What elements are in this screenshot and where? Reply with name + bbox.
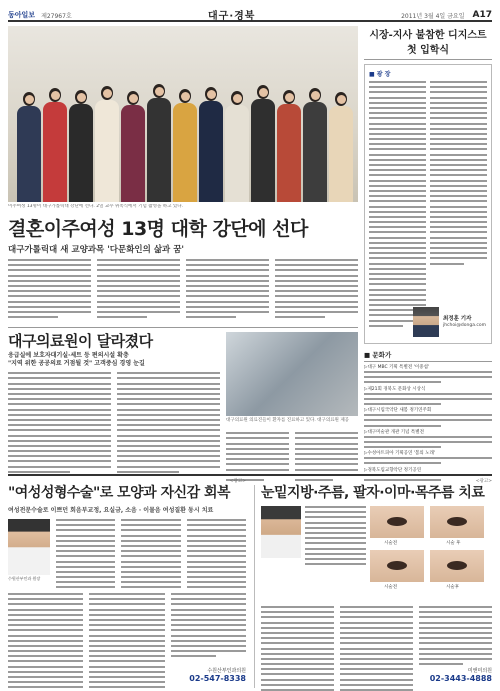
before-label: 시술전 [384,541,398,546]
masthead [8,6,492,22]
issue-number: 제27967호 [41,13,72,20]
writer-photo [413,307,439,337]
ad1-subhead: 여성전문수술로 이쁘던 회음부교정, 요실금, 소음 · 이물음 여성질환 동시 치료 [8,507,214,514]
listing-item: ▷대구 MBC 기획 특별전 '이중섭' [364,365,430,370]
advertisement-section [8,474,492,686]
ad1-headline: "여성성형수술"로 모양과 자신감 회복 [8,485,231,501]
column-box [364,64,492,344]
story2-subhead-2: "지역 위한 공공의료 거점될 것" 고객중심 경영 눈길 [8,360,145,368]
ad2-headline: 눈밑지방·주름, 팔자·이마·목주름 치료 [261,485,485,501]
issue-date: 2011년 3월 4일 금요일 [401,13,465,20]
story1-headline: 결혼이주여성 13명 대학 강단에 선다 [8,218,308,240]
photo-caption: 이주여성 13명이 대구가톨릭대 강단에 선다. 2일 교수 위촉식에서 기념 촬영을 하고 있다. [8,204,183,209]
before-label: 시술전 [384,585,398,590]
story2-photo-caption: 대구의료원 의료진들이 환자를 진료하고 있다. 대구의료원 제공 [226,418,350,424]
story2-subhead: 응급실에 보호자대기실·세트 등 편의시설 확충 [8,352,129,360]
listing-item: ▷수성아트피아 기획공연 '봄의 노래' [364,451,436,457]
ad2-contact [430,668,492,682]
column-label: ■ 광 장 [369,71,391,78]
ad-label: <광고> [475,479,492,484]
after-label: 시술후 [446,585,460,590]
doctor-caption: 수원산부인과 원장 [8,576,41,581]
doctor-photo-2 [261,506,301,558]
story2-headline: 대구의료원이 달라졌다 [8,332,153,351]
listing-item: ▷경북도립교향악단 정기공연 [364,467,422,473]
after-label: 시술 후 [446,541,461,546]
before-after-photos [370,506,492,602]
story2 [8,327,358,487]
listing-item: ▷대구시립국악단 새봄 정기연주회 [364,408,432,414]
ad1-phone: 02-547-8338 [189,674,246,683]
listing-item: ▷제21회 경북도 문화상 시상식 [364,386,426,392]
after-photo [430,550,484,582]
ad1-clinic-name: 수원산부인과의원 [207,668,246,674]
culture-listings [364,350,492,481]
writer-name: 최정훈 기자 [442,315,472,322]
ad-label: <광고> [229,479,246,484]
ad-clinic-1 [8,479,246,688]
before-photo [370,550,424,582]
right-column [364,26,492,484]
story1-body [8,259,358,321]
ad2-phone: 02-3443-4888 [429,674,492,683]
page-number: A17 [472,10,492,20]
hospital-photo [226,332,358,416]
before-photo [370,506,424,538]
after-photo [430,506,484,538]
ad1-contact [189,668,246,682]
left-column [8,26,358,487]
doctor-photo [8,519,50,575]
writer-email: jhchoi@donga.com [442,322,486,328]
story1-subhead: 대구가톨릭대 새 교양과목 '다문화인의 삶과 꿈' [8,245,185,255]
ad2-clinic-name: 미앤미의원 [467,668,492,674]
writer-info [413,307,486,337]
culture-listings-title: ■ 문화가 [364,350,492,362]
ad-clinic-2 [254,479,492,688]
column-title: 시장-지사 불참한 디지스트 첫 입학식 [364,26,492,60]
listing-item: ▷대구미술관 개관 기념 특별전 [364,429,424,435]
section-title: 대구·경북 [208,11,256,22]
newspaper-name: 동아일보 [8,11,36,19]
group-photo [8,26,358,202]
